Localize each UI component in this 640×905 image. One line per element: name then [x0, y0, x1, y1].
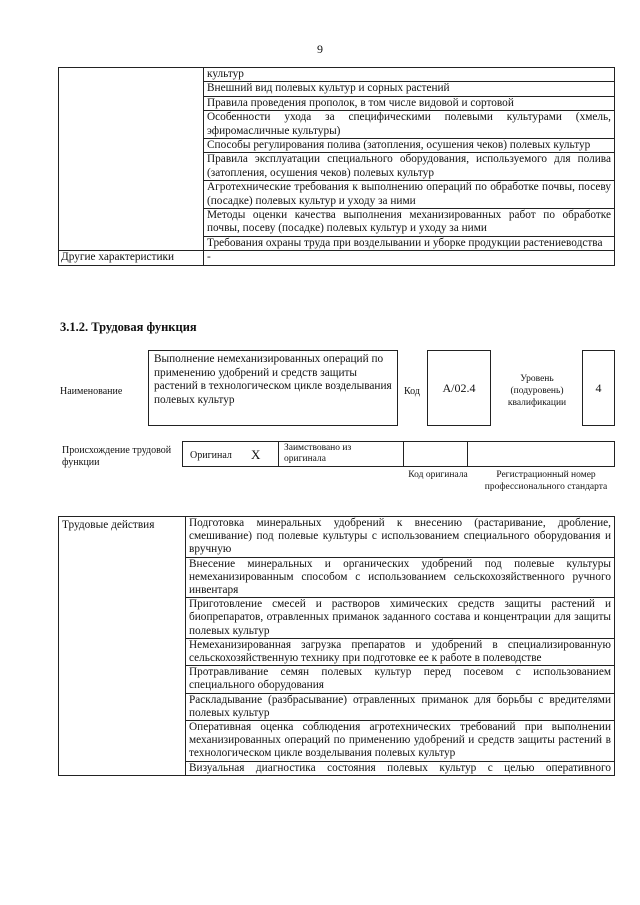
knowledge-row: культур [204, 68, 615, 82]
labor-action-row: Визуальная диагностика состояния полевых культур с целью оперативного [186, 761, 615, 775]
borrowed-label: Заимствовано из оригинала [284, 443, 352, 464]
labor-action-row: Оперативная оценка соблюдения агротехнических требований при выполнении механизированных операций по применению удобрений и средств защиты растений в технологическом цикле возделывания полевых культур [186, 721, 615, 762]
function-name-box [148, 350, 398, 426]
name-label: Наименование [60, 386, 123, 397]
labor-action-row: Внесение минеральных и органических удобрений под полевые культуры немеханизированным способом с использованием сельскохозяйственного ручного инвентаря [186, 557, 615, 598]
qualification-level: 4 [595, 380, 602, 395]
knowledge-row: Методы оценки качества выполнения механизированных работ по обработке почвы, посеву (посадке) полевых культур и уходу за ними [204, 209, 615, 237]
labor-action-row: Приготовление смесей и растворов химических средств защиты растений и биопрепаратов, отравленных приманок заданного состава и концентрации для защиты полевых культур [186, 598, 615, 639]
knowledge-row: Правила эксплуатации специального оборудования, используемого для полива (затопления, осушения чеков) полевых культур [204, 153, 615, 181]
knowledge-label-cell [59, 68, 204, 251]
knowledge-row: Способы регулирования полива (затопления, осушения чеков) полевых культур [204, 139, 615, 153]
section-title: 3.1.2. Трудовая функция [60, 320, 197, 334]
labor-actions-label: Трудовые действия [59, 517, 186, 776]
knowledge-row: Правила проведения прополок, в том числе видовой и сортовой [204, 96, 615, 110]
original-mark: X [251, 447, 261, 462]
knowledge-row: Требования охраны труда при возделывании и уборке продукции растениеводства [204, 236, 615, 250]
original-label: Оригинал [190, 450, 232, 461]
origin-label: Происхождение трудовой функции [62, 445, 172, 468]
origin-divider [278, 441, 279, 467]
code-label: Код [404, 386, 420, 397]
knowledge-row: Внешний вид полевых культур и сорных растений [204, 82, 615, 96]
labor-action-row: Протравливание семян полевых культур перед посевом с использованием специального оборудования [186, 666, 615, 693]
labor-action-row: Подготовка минеральных удобрений к внесению (растаривание, дробление, смешивание) под полевые культуры с использованием специального оборудования и вручную [186, 517, 615, 558]
qualification-level-box [582, 350, 615, 426]
origin-row [182, 441, 615, 467]
knowledge-row: Особенности ухода за специфическими полевыми культурами (хмель, эфиромасличные культуры) [204, 111, 615, 139]
registration-number-caption: Регистрационный номер профессионального стандарта [484, 470, 608, 492]
knowledge-row: Агротехнические требования к выполнению операций по обработке почвы, посеву (посадке) полевых культур и уходу за ними [204, 181, 615, 209]
labor-actions-table [58, 516, 615, 776]
code-original-caption: Код оригинала [408, 470, 468, 480]
labor-action-row: Немеханизированная загрузка препаратов и удобрений в специализированную сельскохозяйственную технику при подготовке ее к работе в полеводстве [186, 638, 615, 665]
function-code-box [427, 350, 491, 426]
page-number: 9 [317, 42, 323, 56]
origin-divider [403, 441, 404, 467]
qualification-level-label: Уровень (подуровень) квалификации [507, 374, 567, 408]
other-characteristics-value: - [204, 251, 615, 265]
knowledge-table [58, 67, 615, 266]
function-name: Выполнение немеханизированных операций по применению удобрений и средств защиты растений в технологическом цикле возделывания полевых культур [154, 353, 392, 406]
function-code: A/02.4 [442, 380, 476, 395]
labor-action-row: Раскладывание (разбрасывание) отравленных приманок для борьбы с вредителями полевых культур [186, 693, 615, 720]
other-characteristics-label: Другие характеристики [59, 251, 204, 265]
origin-divider [467, 441, 468, 467]
